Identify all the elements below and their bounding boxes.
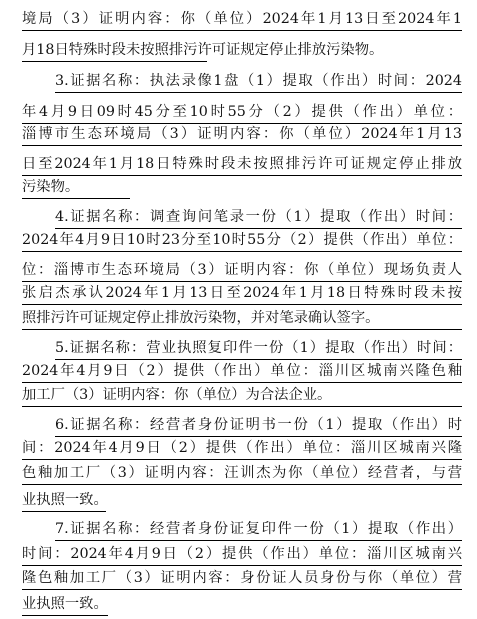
- text-line: 色釉加工厂（3）证明内容：汪训杰为你（单位）经营者，与营: [22, 462, 462, 485]
- text-line: 张启杰承认2024年1月13日至2024年1月18日特殊时段未按: [22, 282, 462, 305]
- paragraph-7-start: 7.证据名称：经营者身份证复印件一份（1）提取（作出）: [55, 518, 462, 541]
- text-line: 时间：2024年4月9日（2）提供（作出）单位：淄川区城南兴: [22, 543, 462, 566]
- text-line: 日至2024年1月18日特殊时段未按照排污许可证规定停止排放: [22, 153, 462, 176]
- text-line: 照排污许可证规定停止排放污染物，并对笔录确认签字。: [22, 307, 462, 330]
- text-line: 2024年4月9日（2）提供（作出）单位：淄川区城南兴隆色釉: [22, 360, 462, 383]
- text-line: 业执照一致。: [22, 593, 108, 616]
- text-line: 位：淄博市生态环境局（3）证明内容：你（单位）现场负责人: [22, 259, 462, 282]
- paragraph-5-start: 5.证据名称：营业执照复印件一份（1）提取（作出）时间：: [55, 337, 462, 360]
- text-line: 境局（3）证明内容：你（单位）2024年1月13日至2024年1: [22, 8, 462, 31]
- paragraph-6-start: 6.证据名称：经营者身份证明书一份（1）提取（作出）时: [55, 414, 462, 437]
- paragraph-3-start: 3.证据名称：执法录像1盘（1）提取（作出）时间：2024: [55, 70, 462, 93]
- paragraph-4-start: 4.证据名称：调查询问笔录一份（1）提取（作出）时间：: [55, 206, 462, 229]
- text-line: 年4月9日09时45分至10时55分（2）提供（作出）单位：: [22, 101, 462, 124]
- text-line: 淄博市生态环境局（3）证明内容：你（单位）2024年1月13: [22, 123, 462, 146]
- text-line: 业执照一致。: [22, 489, 106, 512]
- text-line: 隆色釉加工厂（3）证明内容：身份证人员身份与你（单位）营: [22, 567, 462, 590]
- text-line: 2024年4月9日10时23分至10时55分（2）提供（作出）单位：: [22, 229, 462, 252]
- text-line: 间：2024年4月9日（2）提供（作出）单位：淄川区城南兴隆: [22, 437, 462, 460]
- text-line: 月18日特殊时段未按照排污许可证规定停止排放污染物。: [22, 39, 207, 62]
- text-line: 污染物。: [22, 176, 130, 199]
- text-line: 加工厂（3）证明内容：你（单位）为合法企业。: [22, 384, 462, 407]
